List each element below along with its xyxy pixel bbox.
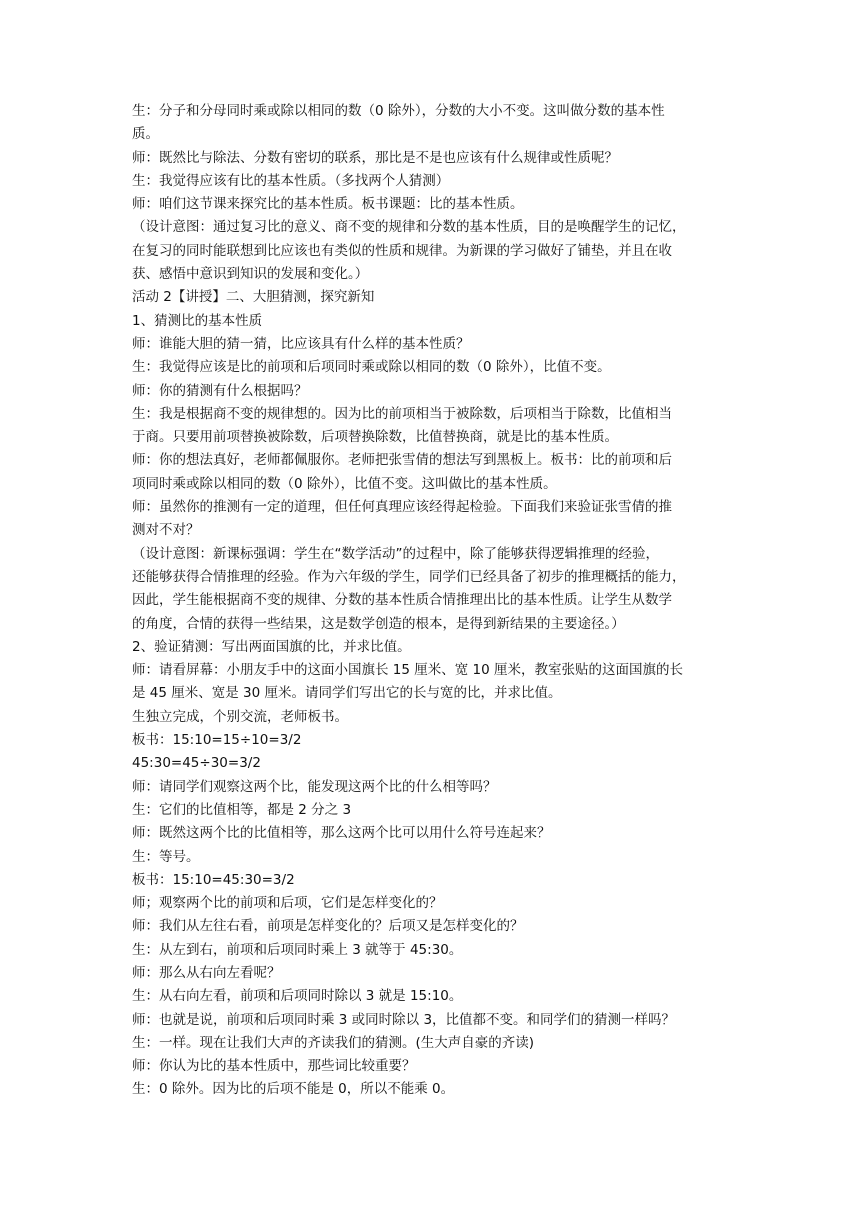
- text-line: 师：虽然你的推测有一定的道理，但任何真理应该经得起检验。下面我们来验证张雪倩的推: [132, 499, 672, 516]
- text-line: 还能够获得合情推理的经验。作为六年级的学生，同学们已经具备了初步的推理概括的能力，: [132, 568, 686, 585]
- text-line: 师：请看屏幕：小朋友手中的这面小国旗长 15 厘米、宽 10 厘米，教室张贴的这面国旗的长: [132, 662, 684, 679]
- text-line: 师：我们从左往右看，前项是怎样变化的？后项又是怎样变化的？: [132, 918, 524, 935]
- text-line: 测对不对？: [132, 522, 200, 539]
- text-line: 师：请同学们观察这两个比，能发现这两个比的什么相等吗？: [132, 778, 497, 795]
- text-line: 师：谁能大胆的猜一猜，比应该具有什么样的基本性质？: [132, 335, 470, 352]
- text-line: 师：你认为比的基本性质中，那些词比较重要？: [132, 1058, 416, 1075]
- text-line: 在复习的同时能联想到比应该也有类似的性质和规律。为新课的学习做好了铺垫，并且在收: [132, 242, 672, 259]
- text-line: 板书：15:10=45:30=3/2: [132, 871, 295, 888]
- text-line: 生：我觉得应该是比的前项和后项同时乘或除以相同的数（0 除外），比值不变。: [132, 359, 611, 376]
- text-line: 生：我觉得应该有比的基本性质。（多找两个人猜测）: [132, 172, 450, 189]
- text-line: 生独立完成，个别交流，老师板书。: [132, 708, 348, 725]
- text-line: 师：你的想法真好，老师都佩服你。老师把张雪倩的想法写到黑板上。板书：比的前项和后: [132, 452, 672, 469]
- text-line: （设计意图：通过复习比的意义、商不变的规律和分数的基本性质，目的是唤醒学生的记忆，: [132, 219, 686, 236]
- text-line: 因此，学生能根据商不变的规律、分数的基本性质合情推理出比的基本性质。让学生从数学: [132, 592, 672, 609]
- text-line: 45:30=45÷30=3/2: [132, 755, 261, 772]
- text-line: 项同时乘或除以相同的数（0 除外），比值不变。这叫做比的基本性质。: [132, 475, 557, 492]
- text-line: 是 45 厘米、宽是 30 厘米。请同学们写出它的长与宽的比，并求比值。: [132, 685, 562, 702]
- text-line: 生：我是根据商不变的规律想的。因为比的前项相当于被除数，后项相当于除数，比值相当: [132, 405, 672, 422]
- text-line: 生：从右向左看，前项和后项同时除以 3 就是 15:10。: [132, 988, 463, 1005]
- text-line: 获、感悟中意识到知识的发展和变化。）: [132, 266, 369, 283]
- text-line: 板书：15:10=15÷10=3/2: [132, 732, 302, 749]
- text-line: 生：分子和分母同时乘或除以相同的数（0 除外），分数的大小不变。这叫做分数的基本性: [132, 103, 665, 119]
- text-line: 师：既然比与除法、分数有密切的联系，那比是不是也应该有什么规律或性质呢？: [132, 149, 618, 166]
- text-line: 质。: [132, 126, 159, 143]
- text-line: 师：那么从右向左看呢？: [132, 964, 281, 981]
- text-line: 生：它们的比值相等，都是 2 分之 3: [132, 801, 352, 818]
- text-line: 1、猜测比的基本性质: [132, 312, 263, 329]
- text-line: 师：也就是说，前项和后项同时乘 3 或同时除以 3，比值都不变。和同学们的猜测一样吗？: [132, 1011, 676, 1028]
- text-line: 的角度，合情的获得一些结果，这是数学创造的根本，是得到新结果的主要途径。）: [132, 615, 625, 632]
- document-body: [132, 100, 732, 1102]
- text-line: 师：你的猜测有什么根据吗？: [132, 382, 308, 399]
- text-line: 活动 2【讲授】二、大胆猜测，探究新知: [132, 289, 375, 306]
- text-line: 2、验证猜测：写出两面国旗的比，并求比值。: [132, 638, 411, 655]
- text-line: 师：既然这两个比的比值相等，那么这两个比可以用什么符号连起来？: [132, 825, 551, 842]
- text-line: 师：咱们这节课来探究比的基本性质。板书课题：比的基本性质。: [132, 196, 524, 213]
- text-line: 生：等号。: [132, 848, 200, 865]
- text-line: 生：从左到右，前项和后项同时乘上 3 就等于 45:30。: [132, 941, 463, 958]
- text-line: 师；观察两个比的前项和后项，它们是怎样变化的？: [132, 895, 443, 912]
- text-line: （设计意图：新课标强调：学生在“数学活动”的过程中，除了能够获得逻辑推理的经验，: [132, 545, 659, 562]
- text-line: 生：0 除外。因为比的后项不能是 0，所以不能乘 0。: [132, 1081, 455, 1098]
- text-line: 于商。只要用前项替换被除数，后项替换除数，比值替换商，就是比的基本性质。: [132, 429, 618, 446]
- text-line: 生：一样。现在让我们大声的齐读我们的猜测。(生大声自豪的齐读): [132, 1034, 535, 1051]
